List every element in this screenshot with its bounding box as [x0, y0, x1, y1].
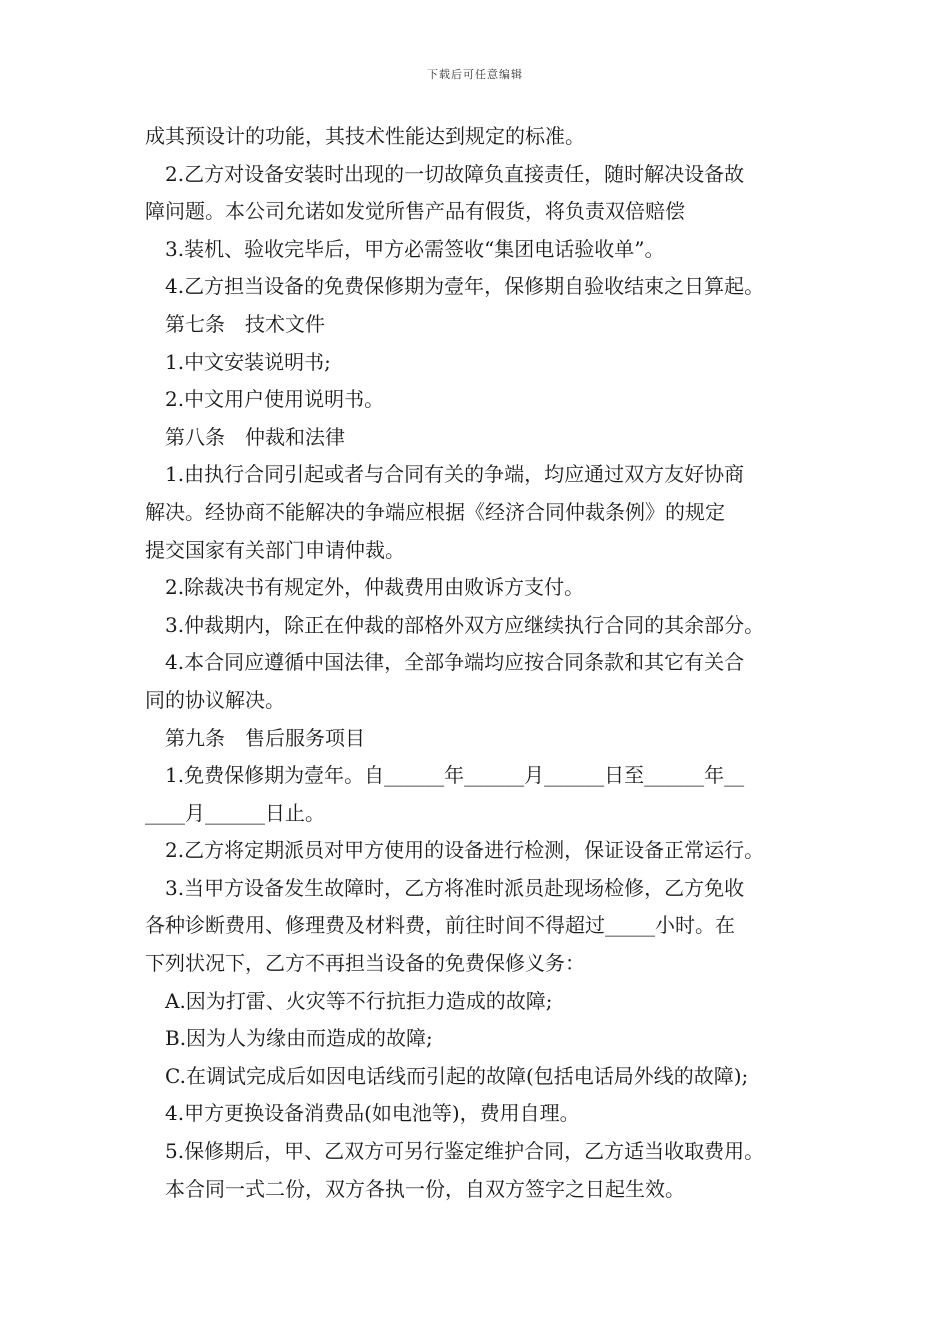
text-line: 2.除裁决书有规定外，仲裁费用由败诉方支付。 — [165, 575, 585, 600]
text-line: 3.仲裁期内，除正在仲裁的部格外双方应继续执行合同的其余部分。 — [165, 612, 765, 637]
text-line: 1.中文安装说明书; — [165, 349, 331, 374]
text-line: 成其预设计的功能，其技术性能达到规定的标准。 — [145, 124, 585, 148]
text-line: ____月______日止。 — [145, 800, 325, 825]
text-line: 5.保修期后，甲、乙双方可另行鉴定维护合同，乙方适当收取费用。 — [165, 1139, 765, 1164]
text-line: 1.免费保修期为壹年。自______年______月______日至______年__ — [165, 763, 745, 788]
text-line: B.因为人为缘由而造成的故障; — [165, 1026, 433, 1051]
text-line: 1.由执行合同引起或者与合同有关的争端，均应通过双方友好协商 — [165, 462, 745, 487]
text-line: 4.本合同应遵循中国法律，全部争端均应按合同条款和其它有关合 — [165, 650, 745, 675]
text-line: A.因为打雷、火灾等不行抗拒力造成的故障; — [165, 988, 553, 1013]
text-line: 同的协议解决。 — [145, 687, 285, 712]
text-line: 第八条 仲裁和法律 — [165, 424, 345, 449]
text-line: 2.中文用户使用说明书。 — [165, 387, 385, 412]
text-line: 第九条 售后服务项目 — [165, 725, 365, 750]
text-line: 各种诊断费用、修理费及材料费，前往时间不得超过_____小时。在 — [145, 913, 735, 938]
text-line: 4.甲方更换设备消费品(如电池等)，费用自理。 — [165, 1101, 580, 1126]
text-line: 4.乙方担当设备的免费保修期为壹年，保修期自验收结束之日算起。 — [165, 274, 765, 299]
text-line: 3.装机、验收完毕后，甲方必需签收“集团电话验收单”。 — [165, 236, 665, 261]
text-line: 2.乙方将定期派员对甲方使用的设备进行检测，保证设备正常运行。 — [165, 838, 765, 863]
text-line: 第七条 技术文件 — [165, 311, 325, 336]
text-line: 3.当甲方设备发生故障时，乙方将准时派员赴现场检修，乙方免收 — [165, 875, 745, 900]
text-line: 解决。经协商不能解决的争端应根据《经济合同仲裁条例》的规定 — [145, 499, 725, 524]
text-line: 下列状况下，乙方不再担当设备的免费保修义务： — [145, 951, 585, 976]
page-header: 下载后可任意编辑 — [427, 68, 523, 81]
document-body — [145, 118, 825, 1208]
text-line: 障问题。本公司允诺如发觉所售产品有假货，将负责双倍赔偿 — [145, 199, 685, 224]
text-line: C.在调试完成后如因电话线而引起的故障(包括电话局外线的故障); — [165, 1063, 749, 1088]
text-line: 2.乙方对设备安装时出现的一切故障负直接责任，随时解决设备故 — [165, 161, 745, 186]
text-line: 提交国家有关部门申请仲裁。 — [145, 537, 405, 562]
text-line: 本合同一式二份，双方各执一份，自双方签字之日起生效。 — [165, 1176, 685, 1201]
